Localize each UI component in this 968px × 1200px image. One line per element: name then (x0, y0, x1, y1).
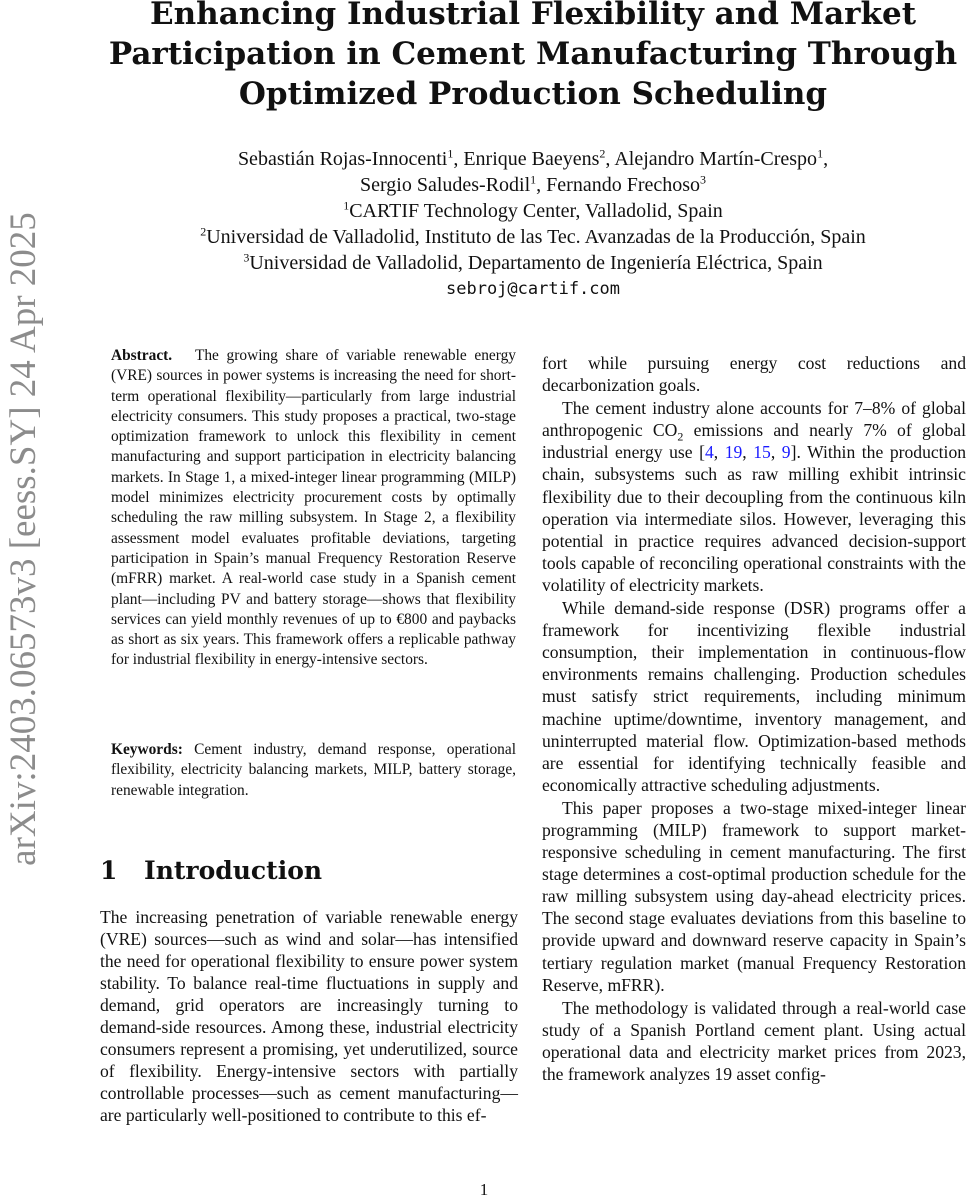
intro-paragraph: The increasing penetration of variable renewable energy (VRE) sources—such as wind and solar—has intensified the need for operational flexibility to ensure power system stability. To balance real-time fluctuations in supply and demand, grid operators are increasingly turning to demand-side resources. Among these, industrial electricity consumers represent a promising, yet underutilized, source of flexibility. Energy-intensive sectors with partially controllable processes—such as cement manufacturing—are particularly well-positioned to contribute to this ef- (100, 907, 518, 1125)
paper-title (100, 0, 966, 114)
affiliation-text: Universidad de Valladolid, Departamento de Ingeniería Eléctrica, Spain (249, 252, 823, 274)
title-line: Optimized Production Scheduling (238, 76, 828, 112)
arxiv-identifier: arXiv:2403.06573v3 [eess.SY] 24 Apr 2025 (3, 212, 44, 866)
paragraph: While demand-side response (DSR) programs offer a framework for incentivizing flexible industrial consumption, their implementation in continuous-flow environments remains challenging. Production schedules must satisfy strict requirements, including minimum machine uptime/downtime, inventory management, and uninterrupted material flow. Optimization-based methods are essential for identifying technically feasible and economically attractive scheduling adjustments. (542, 598, 966, 795)
affiliation: $^3$Universidad de Valladolid, Departamento de Ingeniería Eléctrica, Spain (243, 250, 823, 274)
author-line: Sebastián Rojas-Innocenti$^1$, Enrique Baeyens$^2$, Alejandro Martín-Crespo$^1$, (237, 146, 829, 170)
subscript: 2 (677, 429, 684, 444)
paragraph-continuation: fort while pursuing energy cost reductions and decarbonization goals. (542, 353, 966, 396)
paragraph: The methodology is validated through a real-world case study of a Spanish Portland cement plant. Using actual operational data and electricity market prices from 2023, the framework analyzes 19 asset config- (542, 997, 966, 1084)
text-run: ]. Within the production chain, subsystems such as raw milling exhibit intrinsic flexibility due to their decoupling from the continuous kiln operation via intermediate silos. However, leveraging this potential in practice requires advanced decision-support tools capable of reconciling operational constraints with the volatility of electricity markets. (542, 442, 967, 595)
title-line: Enhancing Industrial Flexibility and Market (149, 0, 917, 32)
author-name: Alejandro Martín-Crespo (614, 148, 818, 170)
section-number: 1 (100, 856, 118, 885)
keywords-text: Cement industry, demand response, operational flexibility, electricity balancing markets, MILP, battery storage, renewable integration. (111, 741, 516, 799)
affiliation: $^1$CARTIF Technology Center, Valladolid, Spain (343, 198, 723, 222)
author-name: Sebastián Rojas-Innocenti (237, 148, 448, 170)
citation-link[interactable]: 9 (781, 442, 791, 463)
section-heading (100, 856, 518, 885)
abstract-label: Abstract. (111, 347, 173, 364)
keywords (111, 740, 516, 801)
author-email: sebroj@cartif.com (446, 279, 620, 299)
text-run: The cement industry alone accounts for 7–8% of global anthropogenic CO (542, 398, 966, 441)
keywords-label: Keywords: (111, 741, 183, 758)
author-name: Sergio Saludes-Rodil (359, 174, 531, 196)
text-run: emissions and nearly 7% of global industrial energy use [ (542, 420, 966, 463)
affiliation-text: CARTIF Technology Center, Valladolid, Spain (349, 200, 723, 222)
title-line: Participation in Cement Manufacturing Through (108, 36, 958, 72)
citation-link[interactable]: 4 (704, 442, 714, 463)
affiliation: $^2$Universidad de Valladolid, Instituto de las Tec. Avanzadas de la Producción, Spain (200, 224, 866, 248)
affiliation-text: Universidad de Valladolid, Instituto de las Tec. Avanzadas de la Producción, Spain (206, 226, 866, 248)
citation-link[interactable]: 15 (753, 442, 771, 463)
citation-link[interactable]: 19 (724, 442, 743, 463)
paragraph: The cement industry alone accounts for 7–8% of global anthropogenic $CO_2$ emissions and nearly 7% of global industrial energy use [4, 19, 15, 9]. Within the production chain, subsystems such as raw milling exhibit intrinsic flexibility due to their decoupling from the continuous kiln operation via intermediate silos. However, leveraging this potential in practice requires advanced decision-support tools capable of reconciling operational constraints with the volatility of electricity markets. (542, 398, 967, 595)
section-title: Introduction (144, 856, 323, 885)
page-number: 1 (479, 1180, 489, 1199)
abstract-text: The growing share of variable renewable energy (VRE) sources in power systems is increasing the need for short-term operational flexibility—particularly from large industrial electricity consumers. This study proposes a practical, two-stage optimization framework to unlock this flexibility in cement manufacturing and support participation in electricity balancing markets. In Stage 1, a mixed-integer linear programming (MILP) model minimizes electricity procurement costs by optimally scheduling the raw milling subsystem. In Stage 2, a flexibility assessment model evaluates profitable deviations, targeting participation in Spain’s manual Frequency Restoration Reserve (mFRR) market. A real-world case study in a Spanish cement plant—including PV and battery storage—shows that flexibility services can yield monthly revenues of up to €800 and paybacks as short as six years. This framework offers a replicable pathway for industrial flexibility in energy-intensive sectors. (111, 347, 517, 669)
author-block (100, 146, 966, 302)
author-name: Enrique Baeyens (463, 148, 600, 170)
paragraph: This paper proposes a two-stage mixed-integer linear programming (MILP) framework to support market-responsive scheduling in cement manufacturing. The first stage determines a cost-optimal production schedule for the raw milling subsystem using day-ahead electricity prices. The second stage evaluates deviations from this baseline to provide upward and downward reserve capacity in Spain’s tertiary regulation market (manual Frequency Restoration Reserve, mFRR). (542, 797, 966, 995)
intro-left-column (100, 906, 518, 1126)
author-line: Sergio Saludes-Rodil$^1$, Fernando Frechoso$^3$ (359, 172, 707, 196)
author-name: Fernando Frechoso (546, 174, 701, 196)
right-column (542, 352, 966, 1085)
abstract (111, 346, 516, 671)
